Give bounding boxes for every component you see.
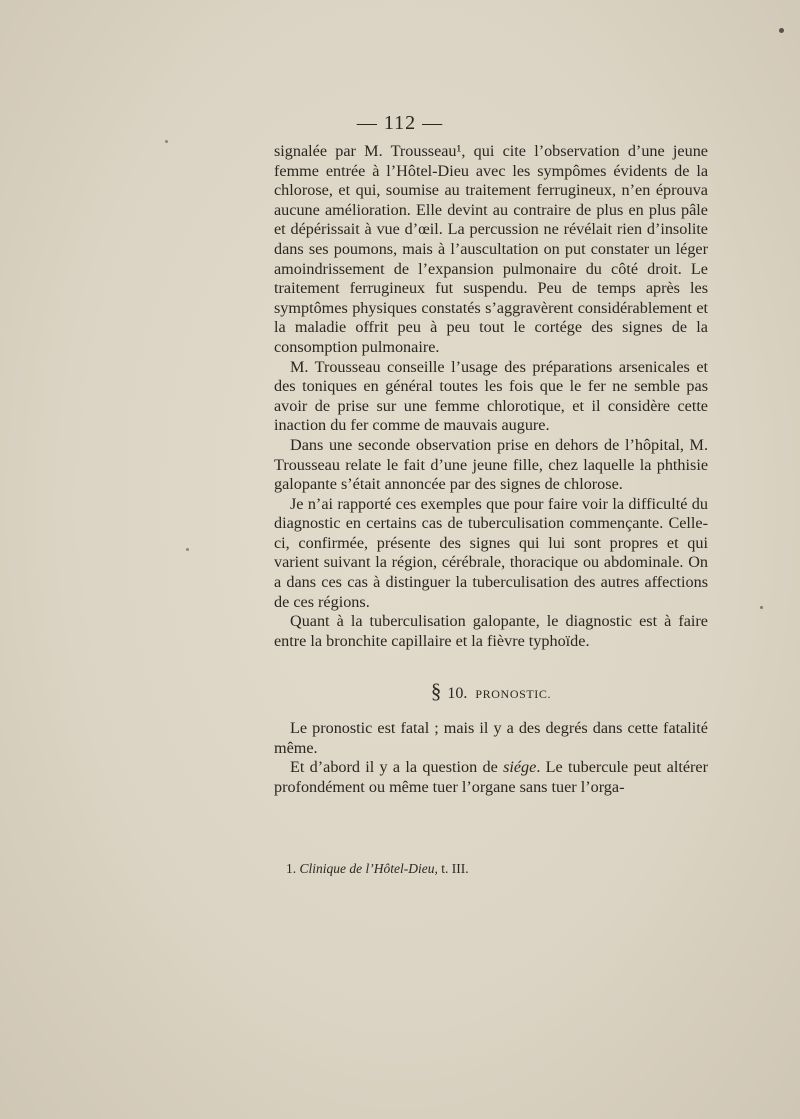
paragraph-text: Et d’abord il y a la question de: [290, 758, 504, 777]
paragraph: Quant à la tuberculisation galopante, le diagnostic est à faire entre la bronchite capillaire et la fièvre typhoïde.: [274, 612, 708, 650]
paragraph: Je n’ai rapporté ces exemples que pour faire voir la difficulté du diagnostic en certains cas de tuberculisation commençante. Celle-ci, confirmée, présente des signes qui lui sont propres et qui varient suivant la région, cérébrale, thoracique ou abdominale. On a dans ces cas à distinguer la tuberculisation des autres affections de ces régions.: [274, 494, 708, 611]
paper-speck: [186, 548, 189, 551]
section-symbol: §: [430, 679, 442, 704]
paragraph: Le pronostic est fatal ; mais il y a des degrés dans cette fatalité même.: [274, 719, 708, 757]
footnote: [286, 860, 706, 878]
paper-speck: [760, 606, 763, 609]
footnote-text: t. III.: [437, 861, 469, 876]
paragraph: Dans une seconde observation prise en dehors de l’hôpital, M. Trousseau relate le fait d’une jeune fille, chez laquelle la phthisie galopante s’était annoncée par des signes de chlorose.: [274, 435, 708, 494]
page-number: — 112 —: [356, 112, 444, 134]
paragraph-text: . Le tubercule peut altérer profondément ou même tuer l’organe sans tuer l’orga-: [274, 758, 708, 796]
paragraph: signalée par M. Trousseau¹, qui cite l’observation d’une jeune femme entrée à l’Hôtel-Dieu avec les sympômes évidents de la chlorose, et qui, soumise au traitement ferrugineux, n’en éprouva aucune amélioration. Elle devint au contraire de plus en plus pâle et dépérissait à vue d’œil. La percussion ne révélait rien d’insolite dans ses poumons, mais à l’auscultation on put constater un léger amoindrissement de l’expansion pulmonaire du côté droit. Le traitement ferrugineux fut suspendu. Peu de temps après les symptômes physiques constatés s’aggravèrent considérablement et la maladie offrit peu à peu tout le cortége des signes de la consomption pulmonaire.: [274, 142, 708, 356]
paper-speck: [779, 28, 784, 33]
paragraph: M. Trousseau conseille l’usage des préparations arsenicales et des toniques en général toutes les fois que le fer ne semble pas avoir de prise sur une femme chlorotique, et il considère cette inaction du fer comme de mauvais augure.: [274, 357, 708, 435]
paragraph: [274, 758, 708, 797]
footnote-title: Clinique de l’Hôtel-Dieu,: [299, 861, 438, 876]
paper-speck: [165, 140, 168, 143]
footnote-marker: 1.: [286, 861, 297, 876]
italic-term: siége: [503, 758, 537, 777]
main-text: [274, 142, 708, 797]
section-heading: [274, 679, 708, 705]
section-number: 10.: [447, 685, 468, 703]
section-title: PRONOSTIC.: [475, 687, 552, 702]
